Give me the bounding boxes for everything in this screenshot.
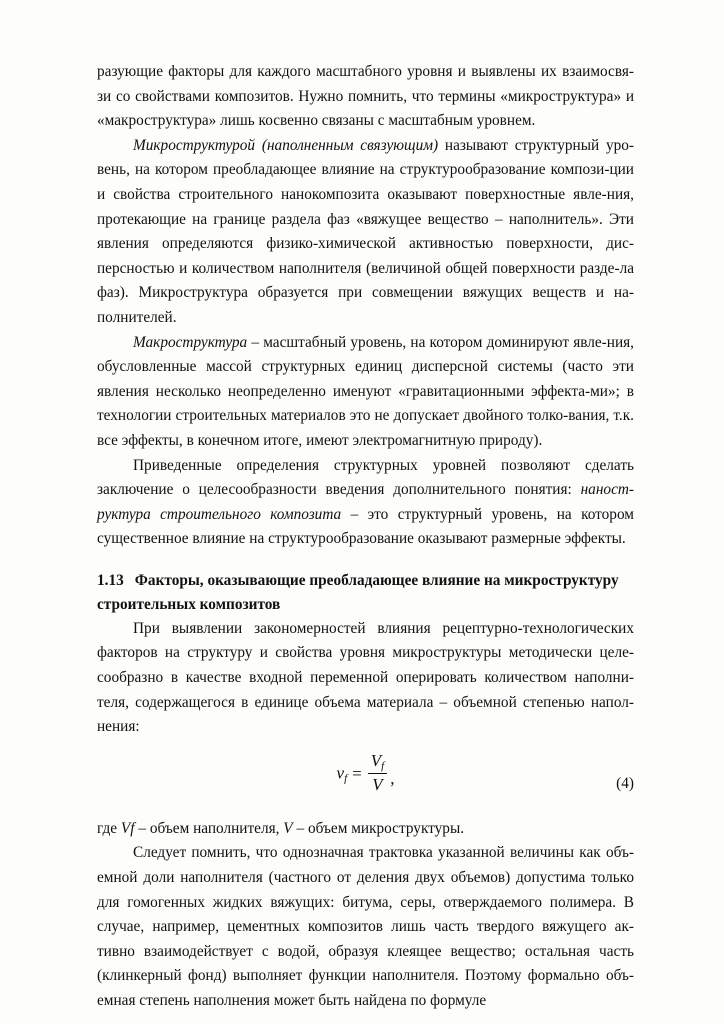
term-nanostructure: наност-​руктура строительного композита [97,481,634,523]
term-macrostructure: Макроструктура [133,333,248,351]
legend-prefix: где [97,819,121,837]
section-number: 1.13 [97,571,124,589]
term-microstructure: Микроструктурой (наполненным связующим) [133,136,439,154]
paragraph-nanostructure-tail: – это структурный уровень, на котором существенное влияние на структурообразование оказывают размерные эффекты. [97,505,634,548]
paragraph-continuation: разующие факторы для каждого масштабного уровня и выявлены их взаимосвя-​зи со свойствами композитов. Нужно помнить, что термины «микроструктура» и «макроструктура» лишь косвенно связаны с масштабным уровнем. [97,63,634,130]
formula-trailing-comma: , [390,769,395,789]
paragraph-factors: При выявлении закономерностей влияния рецептурно-​технологических факторов на структуру и свойства уровня микроструктуры методически целе-​сообразно в качестве входной переменной оперировать количеством наполни-​теля, содержащегося в единице объема материала – объемной степенью напол-​нения: [97,619,634,736]
paragraph-microstructure-body: называют структурный уро-​вень, на котором преобладающее влияние на структурообразование компози-​ции и свойства строительного нанокомпозита оказывают поверхностные явле-​ния, протекающие на границе раздела фаз «вяжущее вещество – наполнитель». Эти явления определяются физико-​химической активностью поверхности, дис-​персностью и количеством наполнителя (величиной общей поверхности разде-​ла фаз). Микроструктура образуется при совмещении вяжущих веществ и на-​полнителей. [97,136,634,326]
section-heading [97,552,634,617]
section-title-line2: строительных композитов [97,595,281,613]
paragraph-formula-legend [97,817,634,842]
legend-vf-subscript: f [130,819,135,837]
formula-block [97,749,634,813]
legend-vf-variable: V [120,819,131,837]
formula-lhs-subscript: f [344,772,348,785]
formula-number: (4) [616,774,634,792]
formula-denominator: V [368,773,387,795]
legend-tail: – объем микроструктуры. [292,819,465,837]
section-title-line1: Факторы, оказывающие преобладающее влияние на микроструктуру [134,571,619,589]
formula-math [336,750,395,796]
paragraph-macrostructure-body: – масштабный уровень, на котором доминируют явле-​ния, обусловленные массой структурных единиц дисперсной системы (часто эти явления несколько неопределенно именуют «гравитационными эффекта-​ми»; в технологии строительных материалов это не допускает двойного толко-​вания, т.к. все эффекты, в конечном итоге, имеют электромагнитную природу). [97,333,634,449]
formula-numerator [368,752,387,774]
legend-middle: – объем наполнителя, [134,819,284,837]
legend-v-variable: V [283,819,293,837]
formula-fraction [368,752,387,795]
paragraph-volume-fraction-note: Следует помнить, что однозначная трактовка указанной величины как объ-​емной доли наполнителя (частного от деления двух объемов) допустима только для гомогенных жидких вяжущих: битума, серы, отверждаемого полимера. В случае, например, цементных композитов лишь часть твердого вяжущего ак-​тивно взаимодействует с водой, образуя клеящее вещество; остальная часть (клинкерный фонд) выполняет функции наполнителя. Поэтому формально объ-​емная степень наполнения может быть найдена по формуле [97,844,634,1009]
paragraph-macrostructure [97,331,634,454]
formula-equals-sign: = [352,764,362,784]
paragraph-microstructure [97,134,634,331]
paragraph-nanostructure-lead: Приведенные определения структурных уровней позволяют сделать заключение о целесообразности введения дополнительного понятия: [97,456,634,499]
paragraph-nanostructure [97,454,634,552]
legend-symbol-vf [121,820,135,837]
formula-expression [97,750,634,796]
formula-numerator-subscript: f [381,759,385,772]
formula-lhs-variable: v [336,763,345,783]
formula-numerator-variable: V [370,750,382,770]
